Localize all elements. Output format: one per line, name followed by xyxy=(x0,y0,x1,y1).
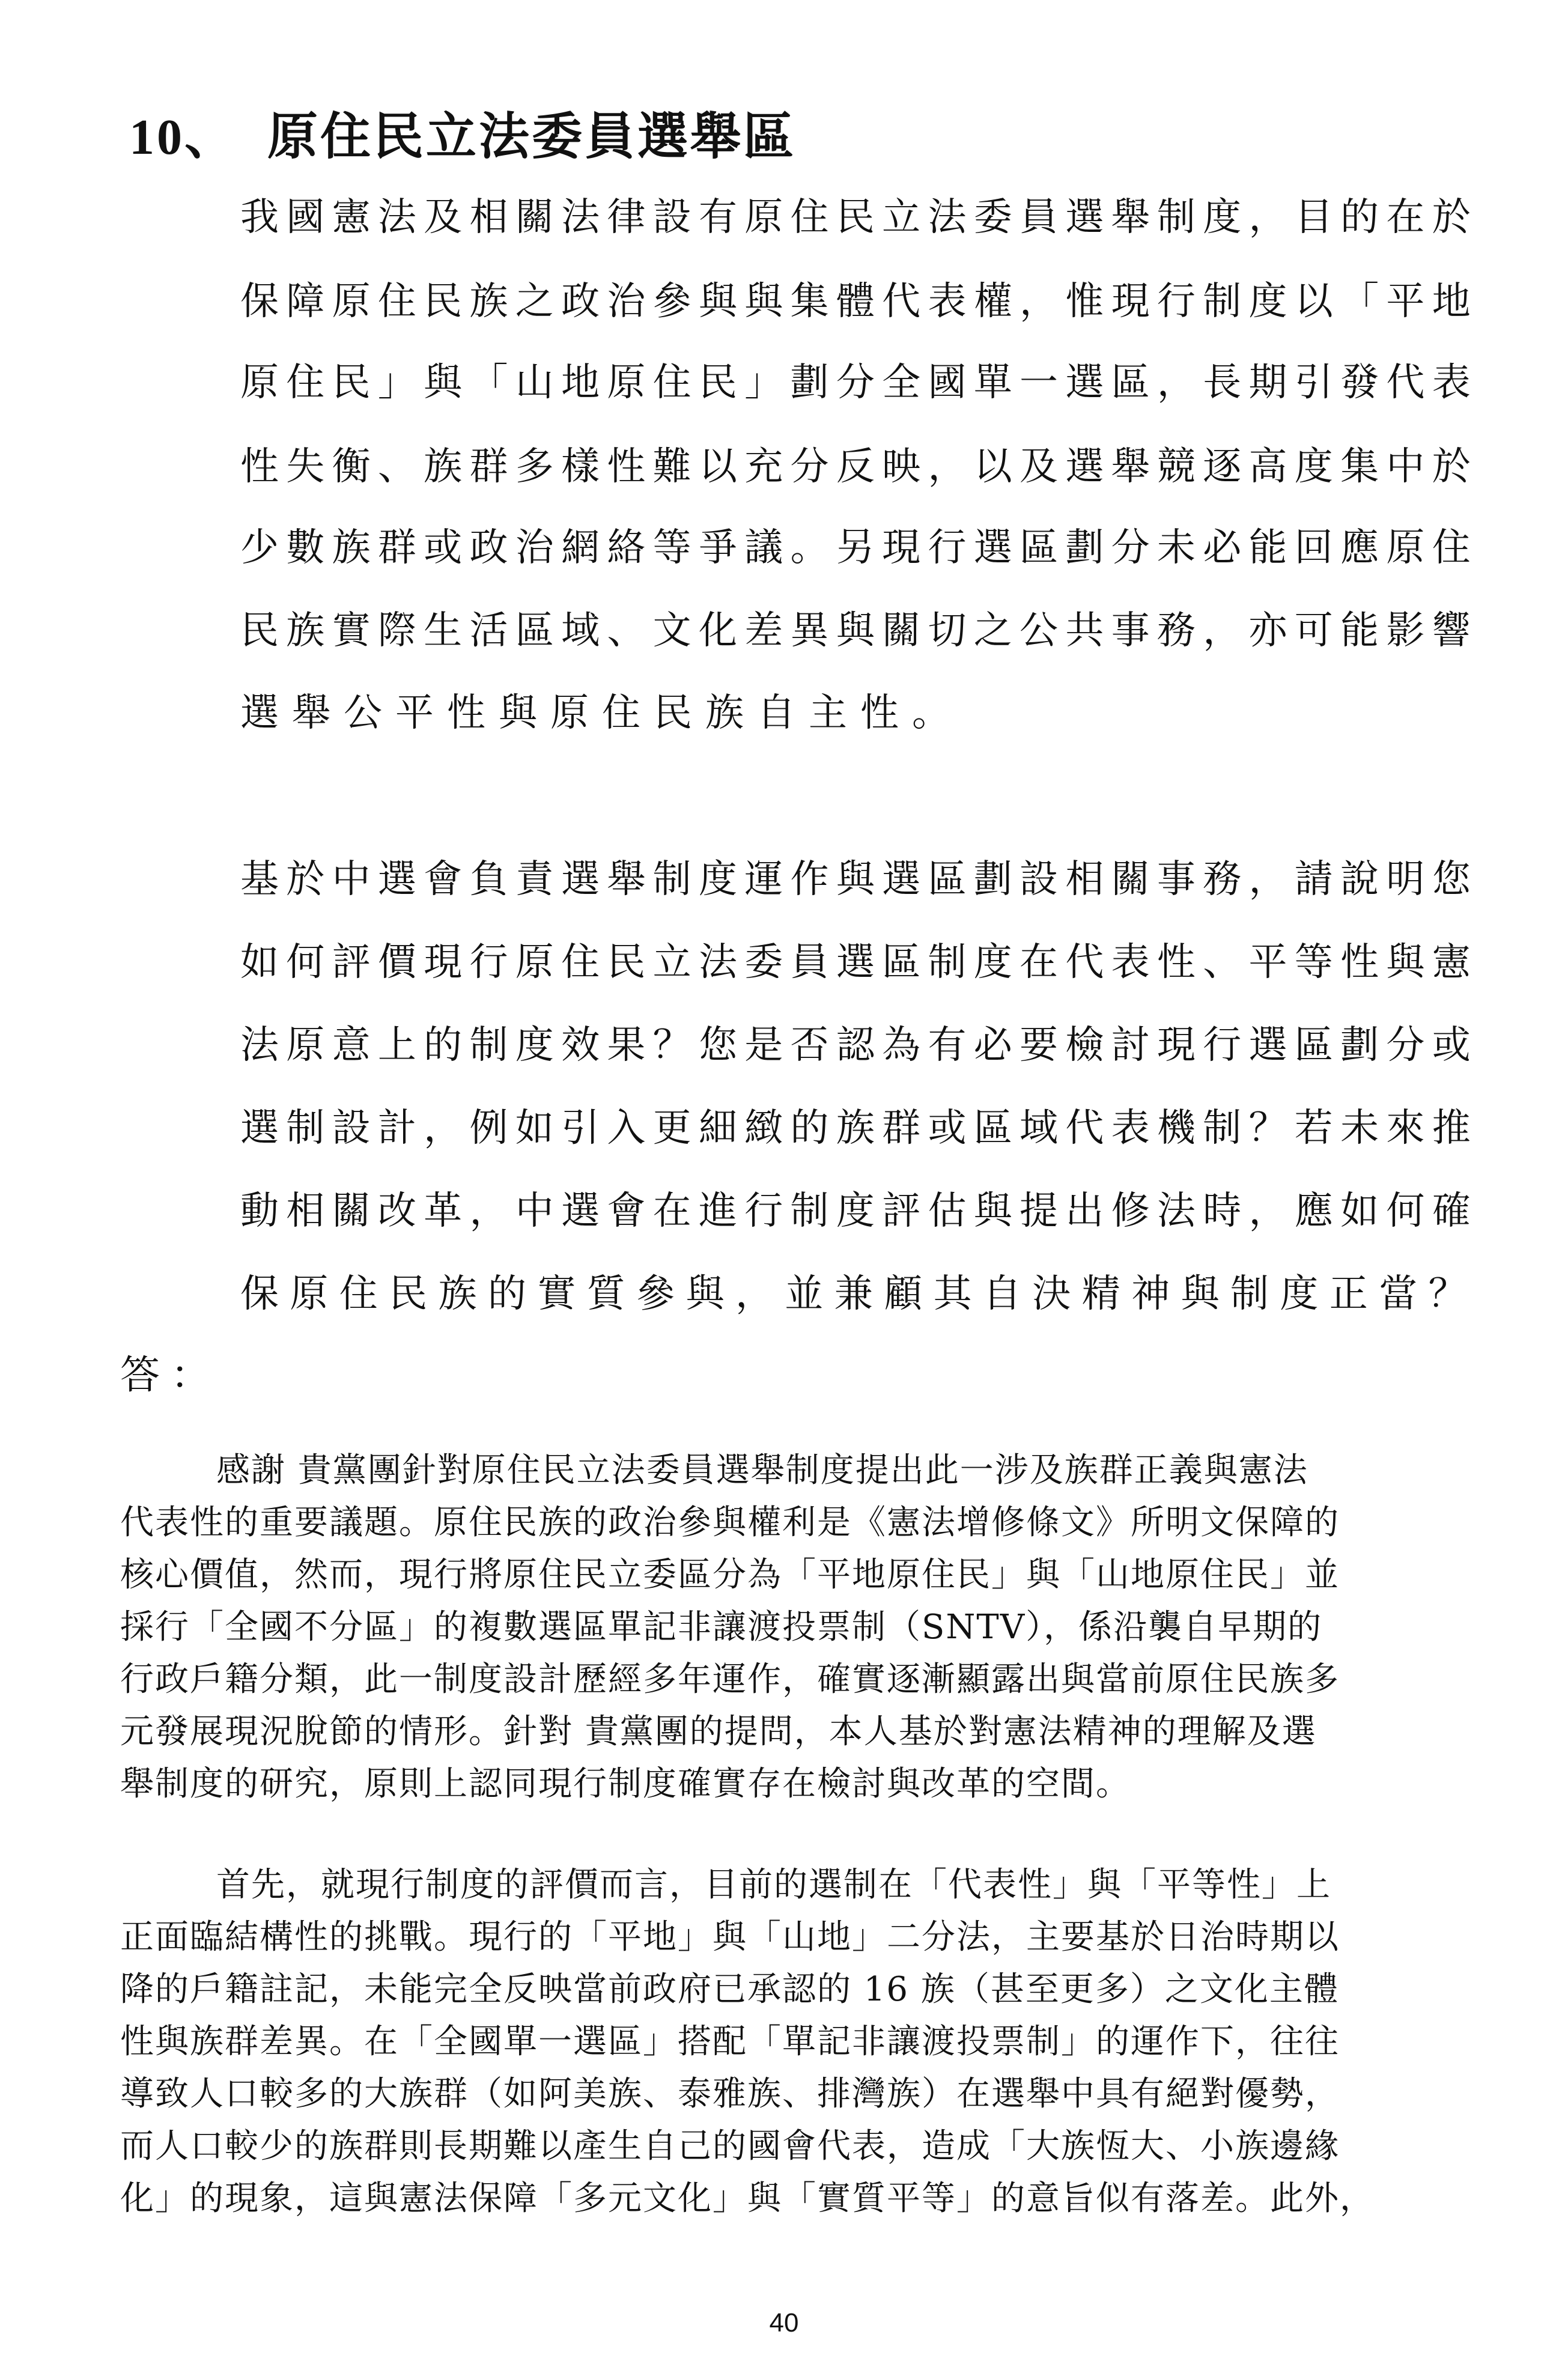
question-line: 動相關改革，中選會在進行制度評估與提出修法時，應如何確 xyxy=(240,1189,1478,1233)
answer-line: 導致人口較多的大族群（如阿美族、泰雅族、排灣族）在選舉中具有絕對優勢， xyxy=(120,2074,1340,2113)
answer-line: 元發展現況脫節的情形。針對 貴黨團的提問，本人基於對憲法精神的理解及選 xyxy=(120,1712,1317,1751)
answer-line: 舉制度的研究，原則上認同現行制度確實存在檢討與改革的空間。 xyxy=(120,1764,1131,1803)
answer-line: 化」的現象，這與憲法保障「多元文化」與「實質平等」的意旨似有落差。此外， xyxy=(120,2179,1375,2218)
answer-line: 首先，就現行制度的評價而言，目前的選制在「代表性」與「平等性」上 xyxy=(216,1865,1331,1904)
question-line: 如何評價現行原住民立法委員選區制度在代表性、平等性與憲 xyxy=(240,940,1478,985)
question-line: 民族實際生活區域、文化差異與關切之公共事務，亦可能影響 xyxy=(240,609,1478,653)
question-line: 少數族群或政治網絡等爭議。另現行選區劃分未必能回應原住 xyxy=(240,526,1478,570)
question-line: 保原住民族的實質參與，並兼顧其自決精神與制度正當？ xyxy=(240,1272,1478,1316)
answer-line: 性與族群差異。在「全國單一選區」搭配「單記非讓渡投票制」的運作下，往往 xyxy=(120,2022,1340,2061)
question-line: 保障原住民族之政治參與與集體代表權，惟現行制度以「平地 xyxy=(240,279,1478,324)
answer-line: 感謝 貴黨團針對原住民立法委員選舉制度提出此一涉及族群正義與憲法 xyxy=(216,1451,1308,1490)
section-title: 原住民立法委員選舉區 xyxy=(267,106,797,166)
question-line: 我國憲法及相關法律設有原住民立法委員選舉制度，目的在於 xyxy=(240,195,1478,240)
answer-line: 正面臨結構性的挑戰。現行的「平地」與「山地」二分法，主要基於日治時期以 xyxy=(120,1918,1340,1957)
answer-line: 代表性的重要議題。原住民族的政治參與權利是《憲法增修條文》所明文保障的 xyxy=(120,1503,1340,1542)
section-number: 10、 xyxy=(129,109,238,165)
answer-line: 採行「全國不分區」的複數選區單記非讓渡投票制（SNTV），係沿襲自早期的 xyxy=(120,1608,1323,1647)
answer-line: 行政戶籍分類，此一制度設計歷經多年運作，確實逐漸顯露出與當前原住民族多 xyxy=(120,1660,1340,1699)
question-line: 選舉公平性與原住民族自主性。 xyxy=(240,691,964,735)
question-line: 原住民」與「山地原住民」劃分全國單一選區，長期引發代表 xyxy=(240,360,1478,405)
section-heading xyxy=(129,96,796,169)
question-line: 法原意上的制度效果？您是否認為有必要檢討現行選區劃分或 xyxy=(240,1023,1478,1068)
answer-label: 答： xyxy=(120,1352,221,1398)
answer-line: 降的戶籍註記，未能完全反映當前政府已承認的 16 族（甚至更多）之文化主體 xyxy=(120,1970,1339,2009)
question-line: 性失衡、族群多樣性難以充分反映，以及選舉競逐高度集中於 xyxy=(240,445,1478,489)
page-number: 40 xyxy=(769,2308,799,2338)
answer-line: 核心價值，然而，現行將原住民立委區分為「平地原住民」與「山地原住民」並 xyxy=(120,1555,1340,1594)
answer-line: 而人口較少的族群則長期難以產生自己的國會代表，造成「大族恆大、小族邊緣 xyxy=(120,2127,1340,2166)
question-line: 基於中選會負責選舉制度運作與選區劃設相關事務，請說明您 xyxy=(240,857,1478,902)
question-line: 選制設計，例如引入更細緻的族群或區域代表機制？若未來推 xyxy=(240,1106,1478,1150)
